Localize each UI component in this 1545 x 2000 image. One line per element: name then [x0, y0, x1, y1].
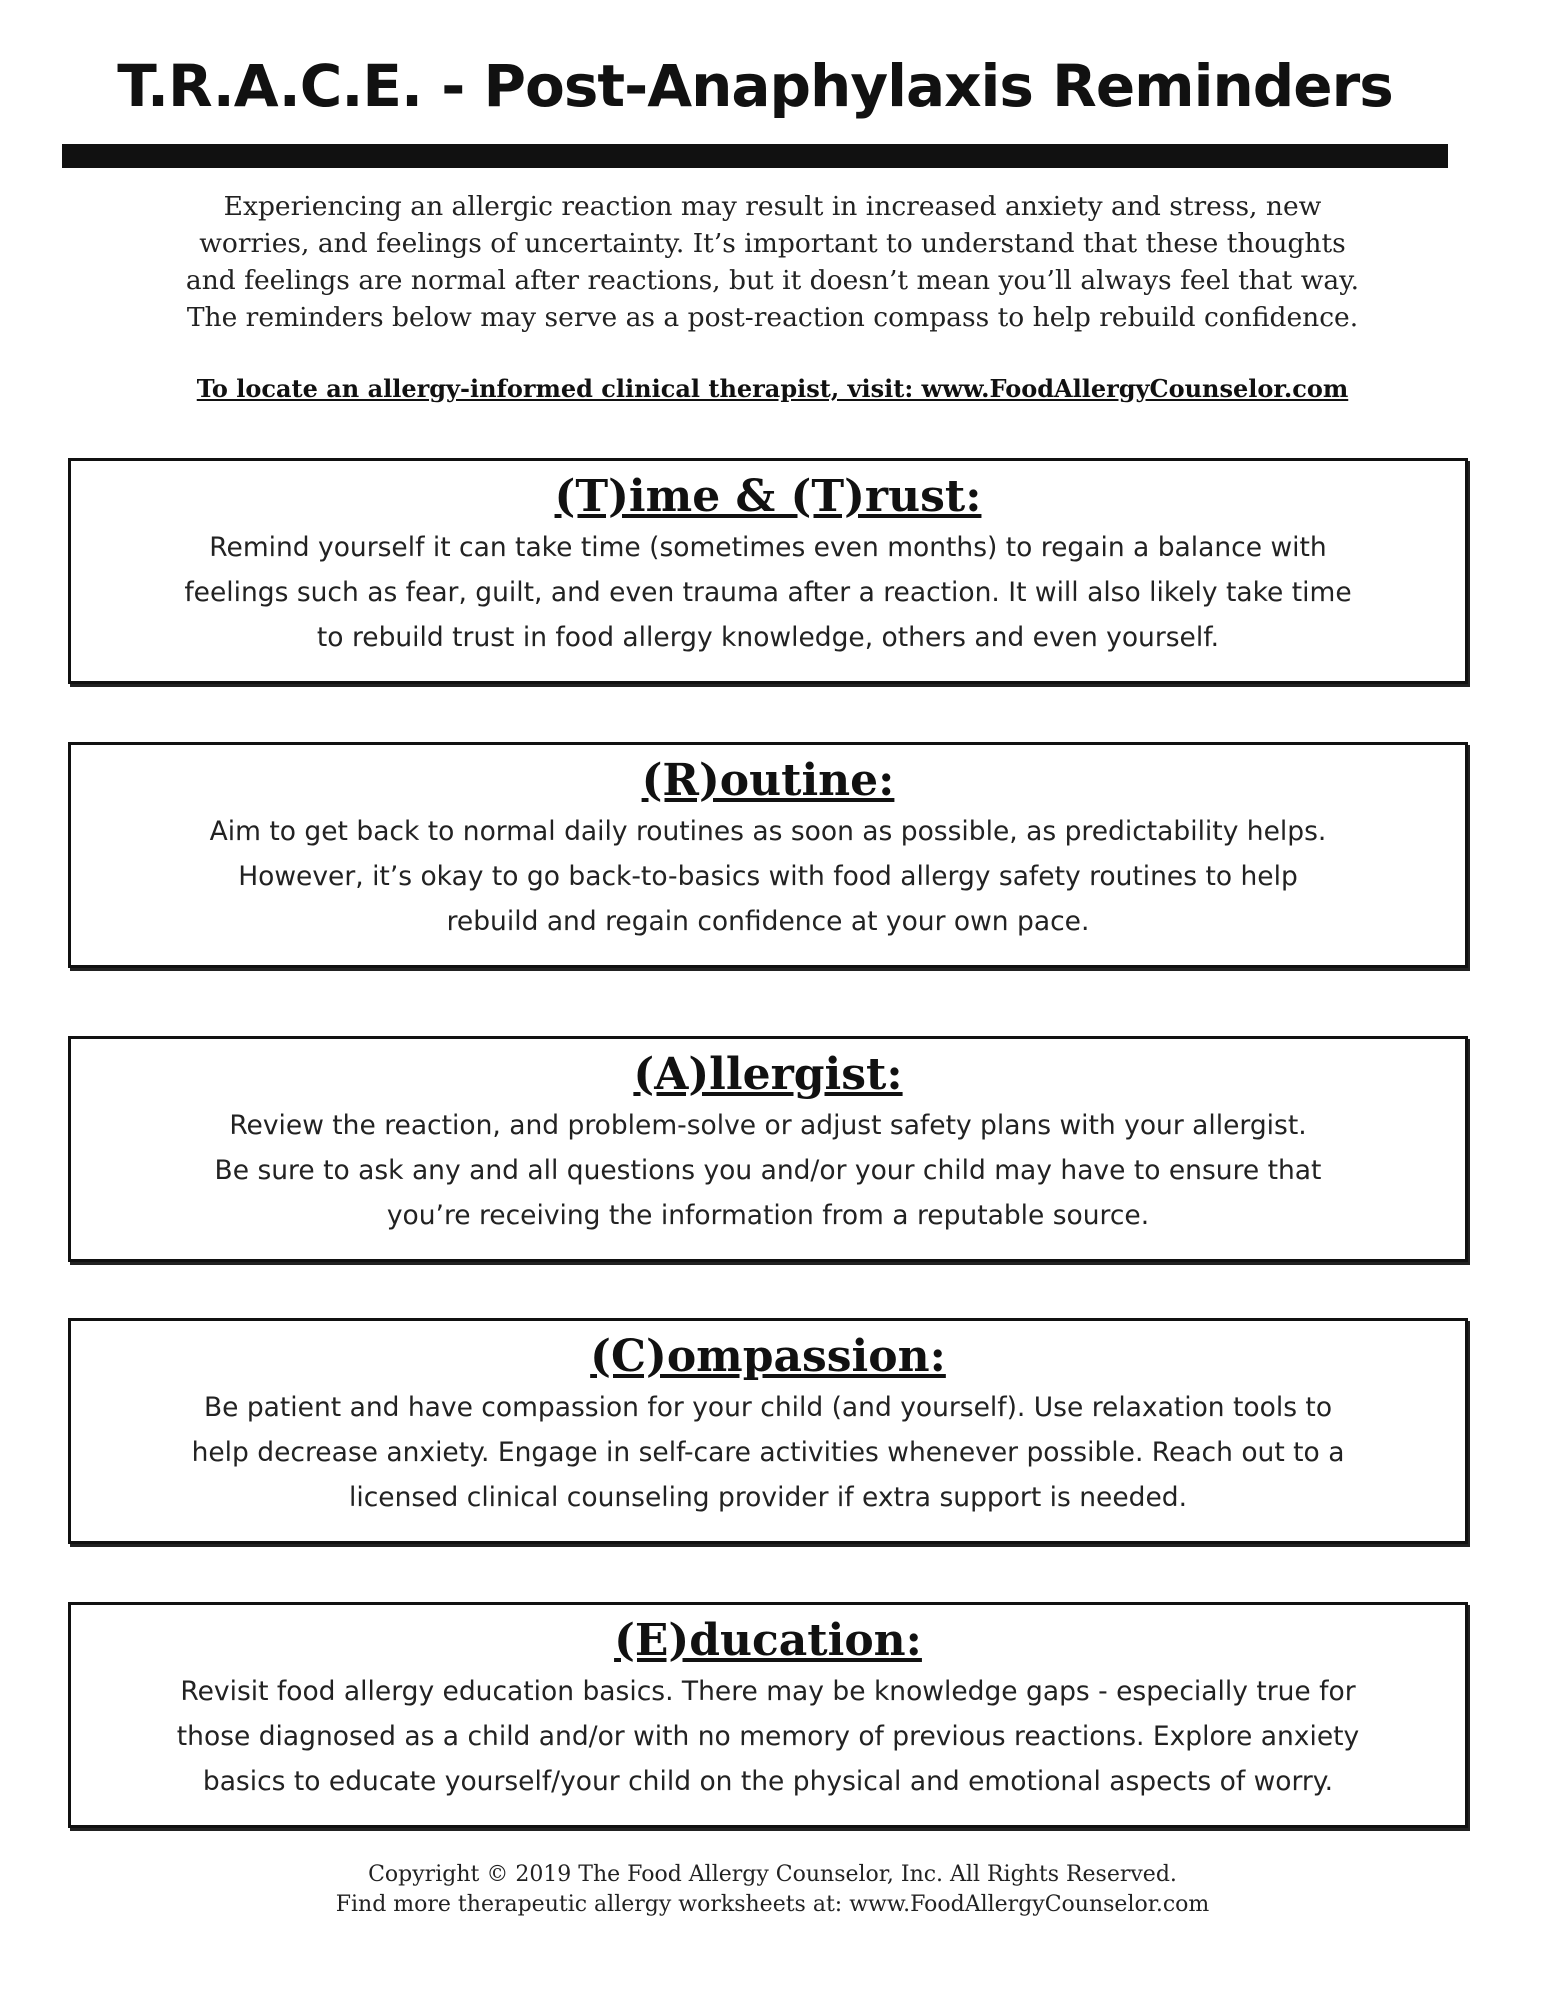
section-body	[71, 1103, 1465, 1238]
intro-line: and feelings are normal after reactions, but it doesn’t mean you’ll always feel that way.	[185, 265, 1360, 296]
section-line: Be sure to ask any and all questions you and/or your child may have to ensure that	[214, 1155, 1322, 1186]
section-line: basics to educate yourself/your child on the physical and emotional aspects of worry.	[202, 1766, 1334, 1797]
section-compassion	[68, 1318, 1468, 1544]
section-line: to rebuild trust in food allergy knowledge, others and even yourself.	[316, 622, 1220, 653]
section-line: Remind yourself it can take time (sometimes even months) to regain a balance with	[209, 532, 1327, 563]
section-line: Review the reaction, and problem-solve or adjust safety plans with your allergist.	[229, 1110, 1307, 1141]
section-line: Be patient and have compassion for your child (and yourself). Use relaxation tools to	[203, 1392, 1333, 1423]
page-footer	[150, 1860, 1395, 1920]
section-body	[71, 809, 1465, 944]
section-line: However, it’s okay to go back-to-basics with food allergy safety routines to help	[238, 861, 1298, 892]
intro-line: The reminders below may serve as a post-reaction compass to help rebuild confidence.	[186, 302, 1359, 333]
section-line: feelings such as fear, guilt, and even trauma after a reaction. It will also likely take time	[184, 577, 1352, 608]
therapist-link[interactable]: To locate an allergy-informed clinical therapist, visit: www.FoodAllergyCounselor.com	[196, 374, 1349, 403]
section-education	[68, 1602, 1468, 1828]
section-heading: (E)ducation:	[614, 1615, 922, 1666]
section-line: Revisit food allergy education basics. There may be knowledge gaps - especially true for	[180, 1676, 1356, 1707]
section-line: help decrease anxiety. Engage in self-care activities whenever possible. Reach out to a	[191, 1437, 1345, 1468]
section-line: Aim to get back to normal daily routines as soon as possible, as predictability helps.	[209, 816, 1327, 847]
section-body	[71, 1385, 1465, 1520]
section-allergist	[68, 1036, 1468, 1262]
section-line: licensed clinical counseling provider if extra support is needed.	[349, 1482, 1187, 1513]
intro-line: worries, and feelings of uncertainty. It’s important to understand that these thoughts	[199, 228, 1346, 259]
section-time-trust	[68, 458, 1468, 684]
section-line: those diagnosed as a child and/or with no memory of previous reactions. Explore anxiety	[176, 1721, 1360, 1752]
section-routine	[68, 742, 1468, 968]
more-worksheets-text: Find more therapeutic allergy worksheets at: www.FoodAllergyCounselor.com	[335, 1892, 1210, 1917]
copyright-text: Copyright © 2019 The Food Allergy Counselor, Inc. All Rights Reserved.	[368, 1862, 1177, 1887]
title-divider	[62, 144, 1448, 168]
section-body	[71, 525, 1465, 660]
section-heading: (A)llergist:	[633, 1049, 903, 1100]
section-line: rebuild and regain confidence at your own pace.	[446, 906, 1090, 937]
section-body	[71, 1669, 1465, 1804]
section-heading: (C)ompassion:	[590, 1331, 946, 1382]
page-title: T.R.A.C.E. - Post-Anaphylaxis Reminders	[117, 52, 1393, 120]
intro-paragraph	[150, 188, 1395, 336]
intro-line: Experiencing an allergic reaction may result in increased anxiety and stress, new	[223, 191, 1322, 222]
section-heading: (R)outine:	[641, 755, 895, 806]
section-heading: (T)ime & (T)rust:	[554, 471, 982, 522]
section-line: you’re receiving the information from a reputable source.	[386, 1200, 1150, 1231]
